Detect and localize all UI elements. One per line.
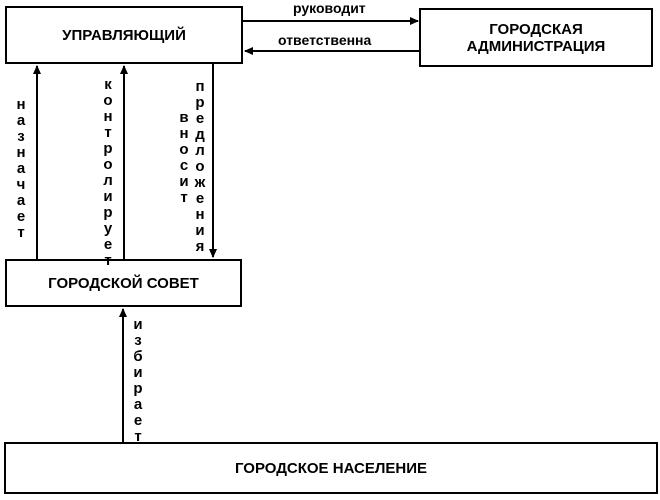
node-manager-label: УПРАВЛЯЮЩИЙ xyxy=(62,26,186,44)
node-city-administration-label-line2: АДМИНИСТРАЦИЯ xyxy=(466,37,606,55)
edge-label-submits-part1: вносит xyxy=(179,109,189,206)
edge-label-elects: избирает xyxy=(133,316,143,445)
edge-label-controls: контролирует xyxy=(103,76,113,269)
node-city-population-label: ГОРОДСКОЕ НАСЕЛЕНИЕ xyxy=(234,459,428,477)
node-city-administration-label-line1: ГОРОДСКАЯ xyxy=(489,20,583,38)
node-city-council xyxy=(5,259,242,307)
edge-label-submits-part2: предложения xyxy=(194,78,206,255)
edge-label-appoints: назначает xyxy=(16,96,26,241)
edge-label-manages: руководит xyxy=(293,0,366,16)
node-city-administration xyxy=(419,8,653,67)
node-city-council-label: ГОРОДСКОЙ СОВЕТ xyxy=(48,274,199,292)
node-manager xyxy=(5,6,243,64)
node-city-population xyxy=(4,442,658,494)
edge-label-responsible: ответственна xyxy=(278,32,372,48)
